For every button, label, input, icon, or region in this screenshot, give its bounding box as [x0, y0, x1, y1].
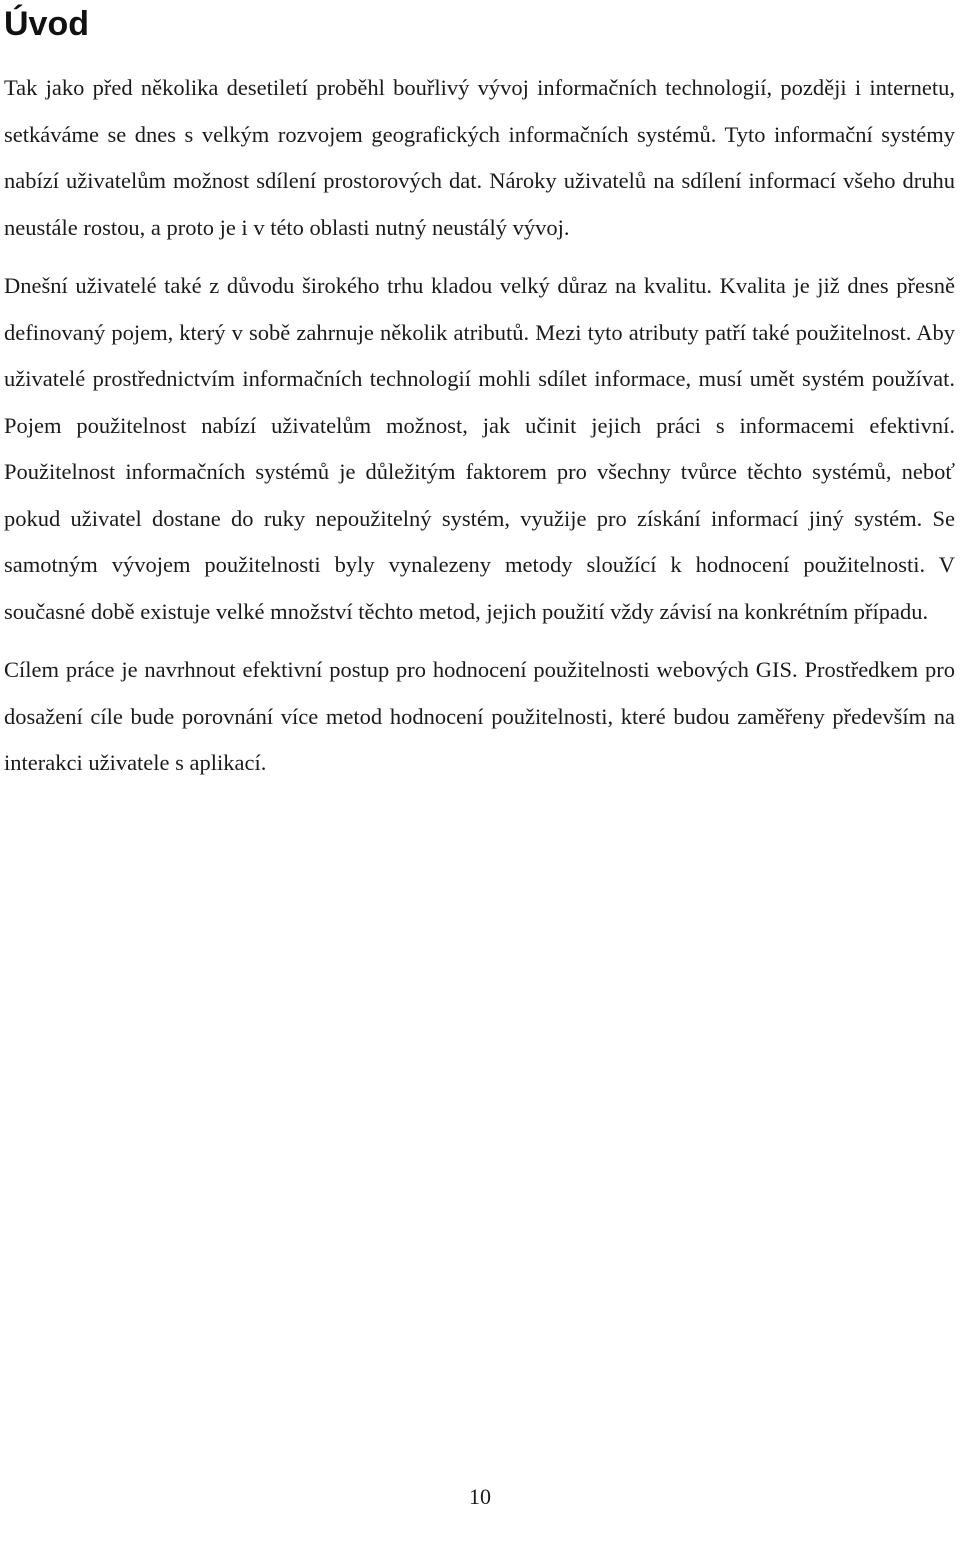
paragraph-quality: Dnešní uživatelé také z důvodu širokého trhu kladou velký důraz na kvalitu. Kvalita je již dnes přesně definovaný pojem, který v sobě zahrnuje několik atributů. Mezi tyto atributy patří také použitelnost. Aby uživatelé prostřednictvím informačních technologií mohli sdílet informace, musí umět systém používat. Pojem použitelnost nabízí uživatelům možnost, jak učinit jejich práci s informacemi efektivní. Použitelnost informačních systémů je důležitým faktorem pro všechny tvůrce těchto systémů, neboť pokud uživatel dostane do ruky nepoužitelný systém, využije pro získání informací jiný systém. Se samotným vývojem použitelnosti byly vynalezeny metody sloužící k hodnocení použitelnosti. V současné době existuje velké množství těchto metod, jejich použití vždy závisí na konkrétním případu. [4, 273, 955, 624]
paragraph-intro: Tak jako před několika desetiletí proběhl bouřlivý vývoj informačních technologií, později i internetu, setkáváme se dnes s velkým rozvojem geografických informačních systémů. Tyto informační systémy nabízí uživatelům možnost sdílení prostorových dat. Nároky uživatelů na sdílení informací všeho druhu neustále rostou, a proto je i v této oblasti nutný neustálý vývoj. [4, 75, 955, 240]
section-heading: Úvod [4, 5, 89, 43]
page-number: 10 [469, 1484, 491, 1509]
paragraph-goal: Cílem práce je navrhnout efektivní postup pro hodnocení použitelnosti webových GIS. Prostředkem pro dosažení cíle bude porovnání více metod hodnocení použitelnosti, které budou zaměřeny především na interakci uživatele s aplikací. [4, 657, 955, 775]
body-text [4, 65, 955, 799]
